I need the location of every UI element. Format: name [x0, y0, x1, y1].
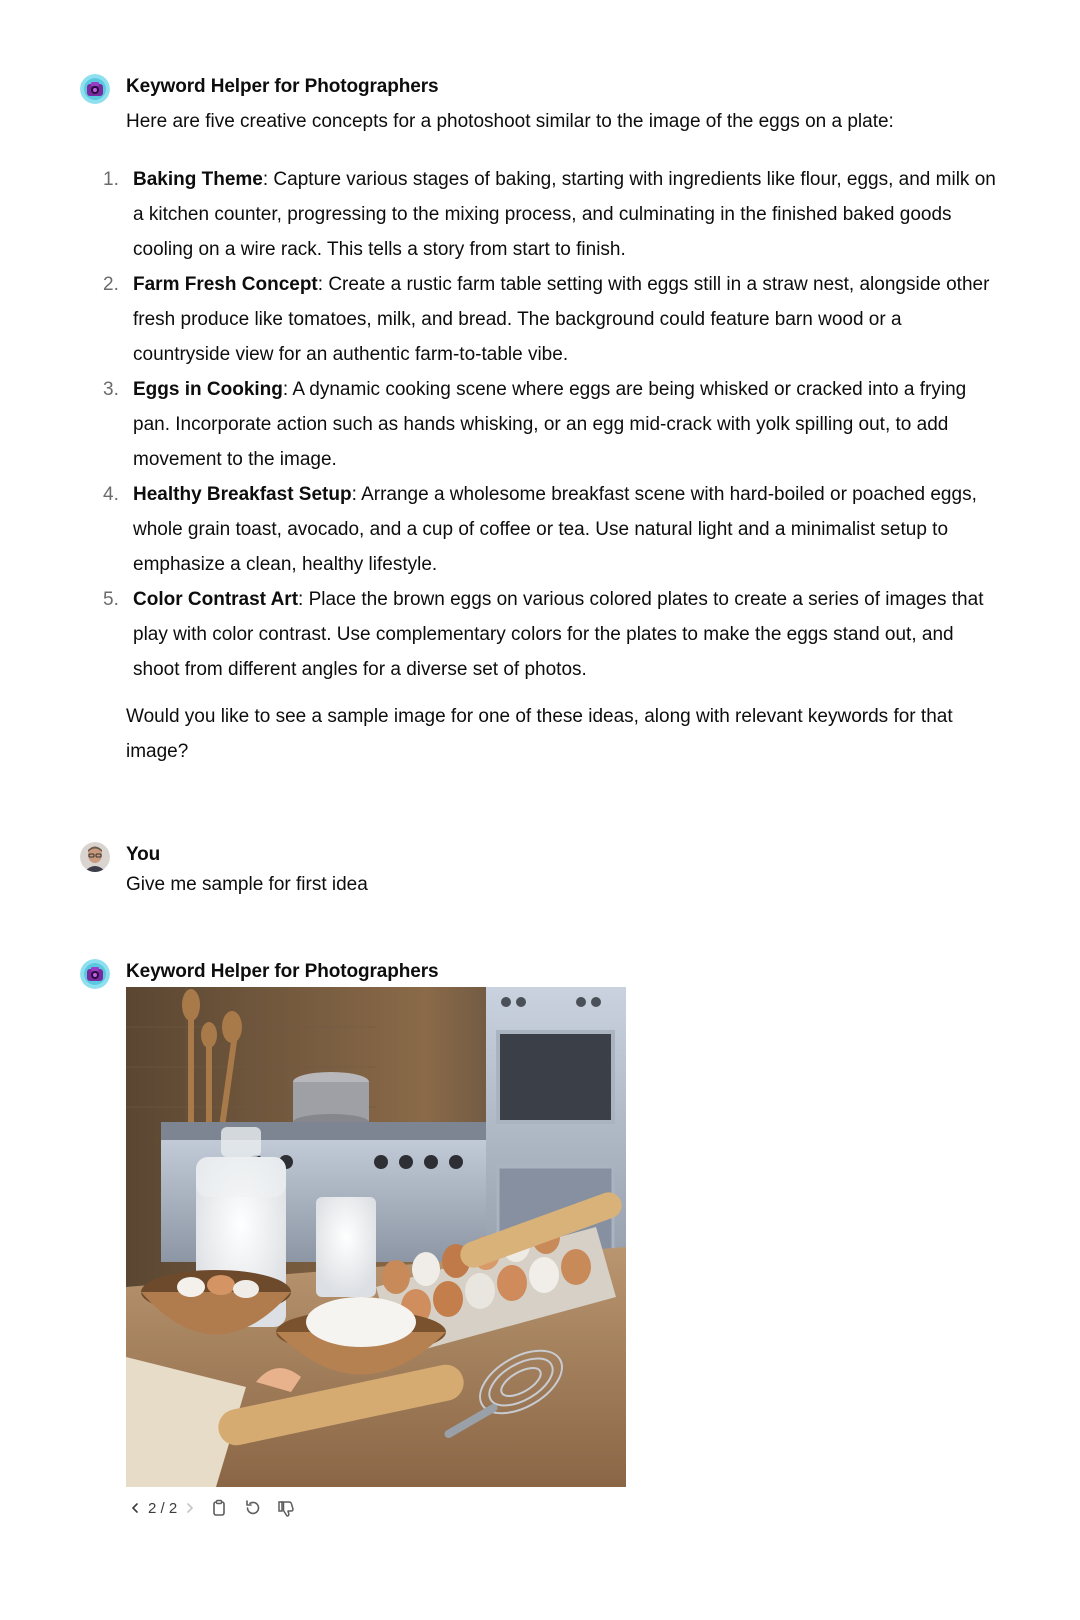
baking-kitchen-scene-image[interactable]: [126, 987, 626, 1487]
response-pager: [128, 1500, 197, 1517]
idea-text: : Capture various stages of baking, starting with ingredients like flour, eggs, and milk on a kitchen counter, progressing to the mixing process, and culminating in the finished baked goods cooling on a wire rack. This tells a story from start to finish.: [133, 169, 996, 260]
closing-text: Would you like to see a sample image for one of these ideas, along with relevant keywords for that image?: [126, 706, 953, 762]
sender-name: Keyword Helper for Photographers: [126, 76, 439, 97]
next-icon[interactable]: [183, 1501, 197, 1515]
list-item: [103, 582, 1000, 687]
idea-title: Eggs in Cooking: [133, 379, 283, 400]
camera-gpt-avatar-icon: [80, 74, 110, 104]
thumbs-down-icon[interactable]: [275, 1496, 299, 1520]
prev-icon[interactable]: [128, 1501, 142, 1515]
camera-gpt-avatar-icon: [80, 959, 110, 989]
idea-text: : Arrange a wholesome breakfast scene with hard-boiled or poached eggs, whole grain toast, avocado, and a cup of coffee or tea. Use natural light and a minimalist setup to emphasize a clean, healthy lifestyle.: [133, 484, 977, 575]
sender-name: Keyword Helper for Photographers: [126, 961, 439, 982]
list-item: [103, 267, 1000, 372]
list-number: 3.: [103, 379, 119, 400]
copy-icon[interactable]: [207, 1496, 231, 1520]
idea-text: : Place the brown eggs on various colored plates to create a series of images that play with color contrast. Use complementary colors for the plates to make the eggs stand out, and shoot from different angles for a diverse set of photos.: [133, 589, 984, 680]
idea-title: Farm Fresh Concept: [133, 274, 318, 295]
sender-name: You: [126, 844, 161, 865]
idea-title: Color Contrast Art: [133, 589, 299, 610]
ideas-list: [103, 162, 1000, 687]
user-message-text: Give me sample for first idea: [126, 874, 368, 895]
list-number: 5.: [103, 589, 119, 610]
list-number: 4.: [103, 484, 119, 505]
idea-text: : Create a rustic farm table setting with eggs still in a straw nest, alongside other fresh produce like tomatoes, milk, and bread. The background could feature barn wood or a countryside view for an authentic farm-to-table vibe.: [133, 274, 990, 365]
assistant-message-1: [80, 74, 1000, 774]
assistant-message-2: [80, 959, 1000, 1539]
idea-title: Baking Theme: [133, 169, 263, 190]
list-number: 1.: [103, 169, 119, 190]
pager-count: 2 / 2: [148, 1499, 178, 1517]
message-actions: [128, 1493, 299, 1523]
regenerate-icon[interactable]: [241, 1496, 265, 1520]
intro-text: Here are five creative concepts for a photoshoot similar to the image of the eggs on a plate:: [126, 111, 894, 132]
idea-title: Healthy Breakfast Setup: [133, 484, 352, 505]
list-item: [103, 477, 1000, 582]
list-item: [103, 372, 1000, 477]
user-photo-avatar-icon: [80, 842, 110, 872]
idea-text: : A dynamic cooking scene where eggs are being whisked or cracked into a frying pan. Incorporate action such as hands whisking, or an egg mid-crack with yolk spilling out, to add movement to the image.: [133, 379, 967, 470]
list-item: [103, 162, 1000, 267]
list-number: 2.: [103, 274, 119, 295]
user-message: [80, 842, 1000, 902]
